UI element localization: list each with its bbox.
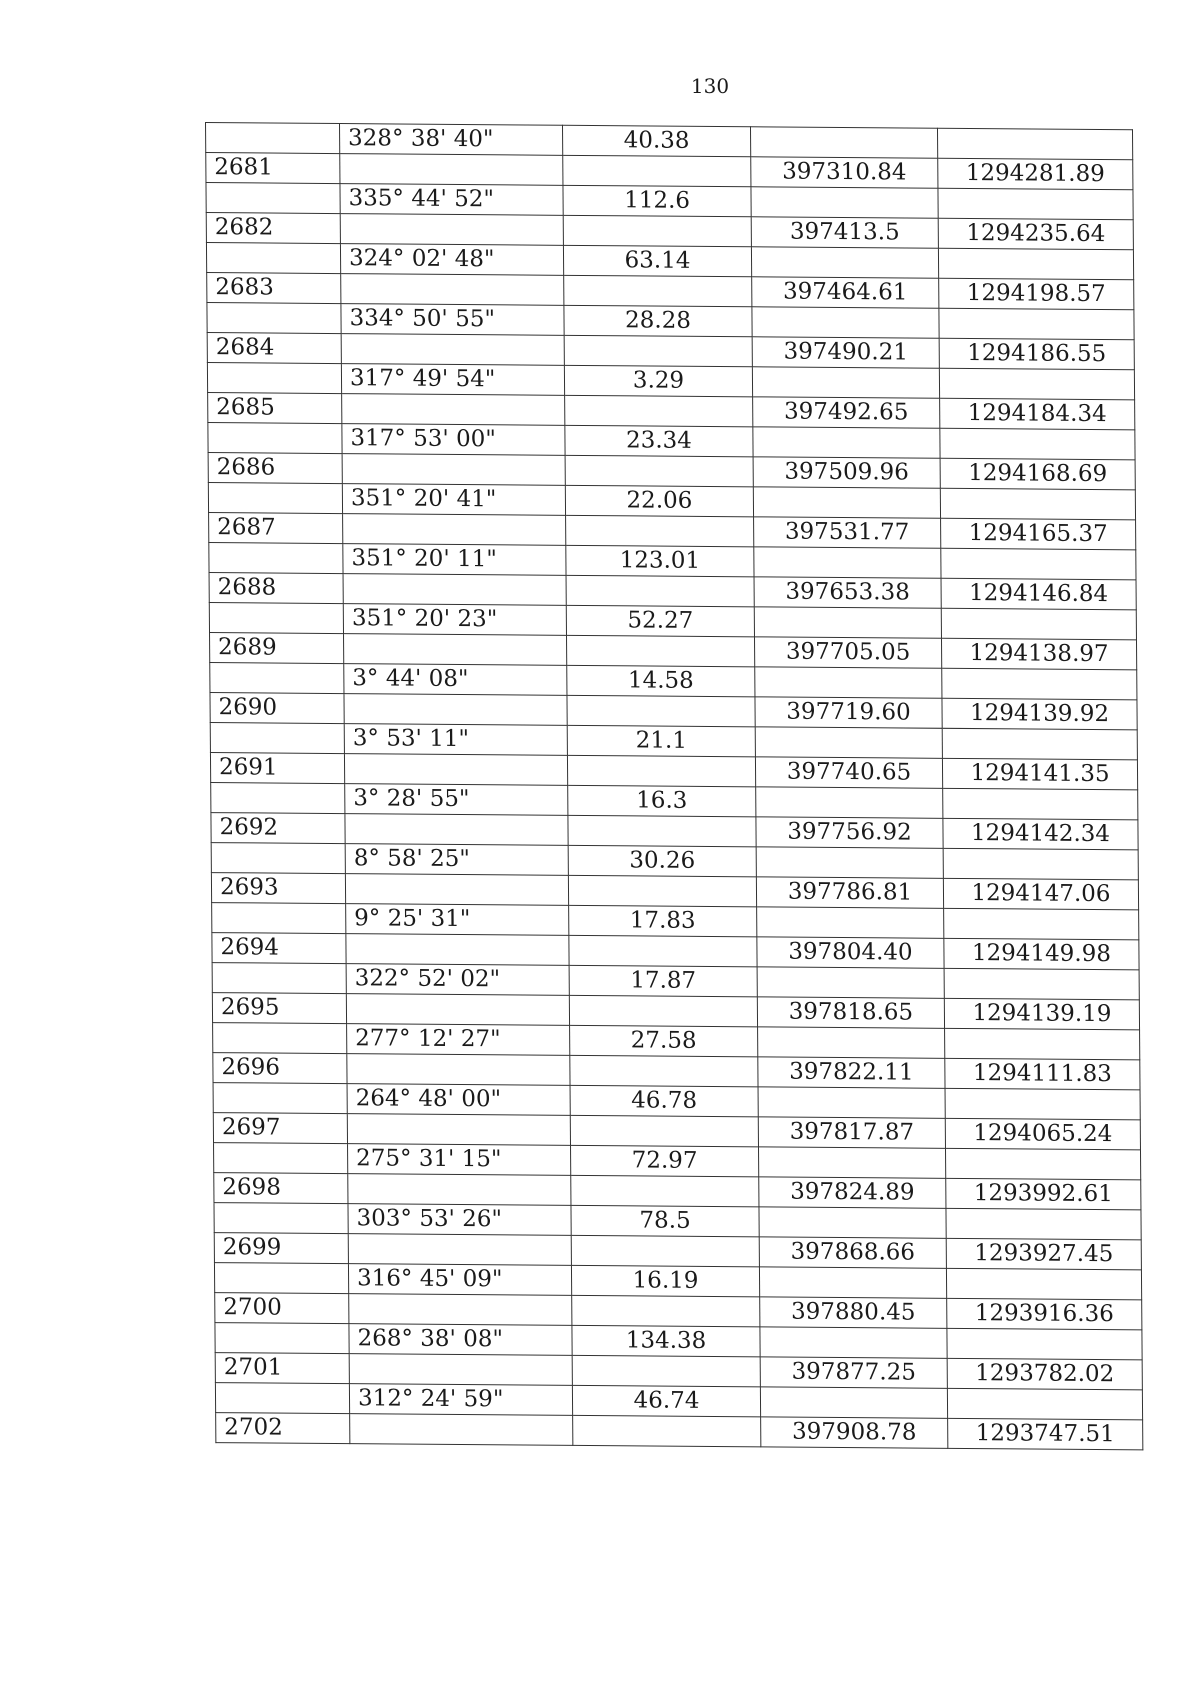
station-cell: 2684 [207, 333, 341, 364]
easting-cell: 397880.45 [760, 1297, 947, 1328]
northing-cell: 1294111.83 [945, 1058, 1140, 1090]
bearing-cell [344, 694, 567, 726]
bearing-cell: 3° 53' 11" [344, 724, 567, 756]
easting-cell [757, 967, 944, 998]
northing-cell: 1294186.55 [939, 338, 1134, 370]
distance-cell: 46.78 [570, 1085, 758, 1116]
northing-cell [944, 908, 1139, 940]
bearing-cell [341, 334, 564, 366]
northing-cell [939, 368, 1134, 400]
bearing-cell [345, 874, 568, 906]
easting-cell [758, 1027, 945, 1058]
bearing-cell [342, 394, 565, 426]
station-cell [209, 543, 343, 574]
station-cell: 2700 [215, 1293, 349, 1324]
easting-cell [752, 307, 939, 338]
distance-cell: 40.38 [562, 125, 750, 156]
distance-cell [565, 395, 753, 426]
northing-cell: 1294198.57 [939, 278, 1134, 310]
bearing-cell: 335° 44' 52" [340, 184, 563, 216]
easting-cell: 397822.11 [758, 1057, 945, 1088]
easting-cell [758, 1147, 945, 1178]
bearing-cell [341, 274, 564, 306]
easting-cell: 397804.40 [757, 937, 944, 968]
easting-cell [759, 1207, 946, 1238]
bearing-cell: 9° 25' 31" [346, 904, 569, 936]
northing-cell [943, 788, 1138, 820]
distance-cell [567, 695, 755, 726]
station-cell [213, 1083, 347, 1114]
bearing-cell [343, 514, 566, 546]
station-cell: 2690 [210, 693, 344, 724]
bearing-cell: 351° 20' 23" [343, 604, 566, 636]
distance-cell [572, 1295, 760, 1326]
distance-cell: 63.14 [563, 245, 751, 276]
station-cell [208, 423, 342, 454]
distance-cell [568, 875, 756, 906]
station-cell: 2696 [213, 1053, 347, 1084]
easting-cell: 397719.60 [755, 697, 942, 728]
distance-cell [570, 1055, 758, 1086]
station-cell [212, 963, 346, 994]
easting-cell: 397756.92 [756, 817, 943, 848]
easting-cell: 397509.96 [753, 457, 940, 488]
distance-cell [565, 455, 753, 486]
easting-cell [755, 667, 942, 698]
easting-cell: 397786.81 [756, 877, 943, 908]
easting-cell [754, 547, 941, 578]
northing-cell [940, 428, 1135, 460]
station-cell: 2681 [206, 153, 340, 184]
easting-cell [759, 1267, 946, 1298]
distance-cell: 16.3 [568, 785, 756, 816]
station-cell: 2695 [212, 993, 346, 1024]
easting-cell: 397464.61 [752, 277, 939, 308]
easting-cell: 397818.65 [757, 997, 944, 1028]
northing-cell: 1294184.34 [940, 398, 1135, 430]
distance-cell: 14.58 [567, 665, 755, 696]
easting-cell [750, 127, 937, 158]
station-cell [208, 483, 342, 514]
northing-cell [945, 1088, 1140, 1120]
northing-cell [942, 668, 1137, 700]
station-cell: 2682 [206, 213, 340, 244]
distance-cell [564, 275, 752, 306]
bearing-cell [350, 1414, 573, 1446]
bearing-cell [342, 454, 565, 486]
northing-cell [940, 488, 1135, 520]
distance-cell: 17.87 [569, 965, 757, 996]
bearing-cell: 328° 38' 40" [339, 124, 562, 156]
distance-cell: 112.6 [563, 185, 751, 216]
easting-cell: 397817.87 [758, 1117, 945, 1148]
northing-cell [946, 1268, 1141, 1300]
bearing-cell [349, 1294, 572, 1326]
distance-cell [571, 1235, 759, 1266]
easting-cell [754, 607, 941, 638]
station-cell [215, 1323, 349, 1354]
bearing-cell: 3° 28' 55" [345, 784, 568, 816]
station-cell [210, 723, 344, 754]
bearing-cell: 264° 48' 00" [347, 1084, 570, 1116]
distance-cell: 123.01 [566, 545, 754, 576]
northing-cell: 1294149.98 [944, 938, 1139, 970]
station-cell: 2689 [210, 633, 344, 664]
distance-cell [572, 1355, 760, 1386]
bearing-cell: 317° 49' 54" [341, 364, 564, 396]
table-row [216, 1413, 1143, 1450]
station-cell: 2692 [211, 813, 345, 844]
bearing-cell [347, 1114, 570, 1146]
distance-cell [567, 755, 755, 786]
distance-cell [563, 215, 751, 246]
distance-cell [566, 575, 754, 606]
easting-cell [755, 727, 942, 758]
easting-cell: 397413.5 [751, 217, 938, 248]
bearing-cell [348, 1174, 571, 1206]
station-cell [214, 1143, 348, 1174]
station-cell: 2691 [210, 753, 344, 784]
bearing-cell: 303° 53' 26" [348, 1204, 571, 1236]
northing-cell [938, 248, 1133, 280]
northing-cell [937, 128, 1132, 160]
distance-cell: 78.5 [571, 1205, 759, 1236]
easting-cell [760, 1327, 947, 1358]
station-cell: 2686 [208, 453, 342, 484]
northing-cell: 1294235.64 [938, 218, 1133, 250]
bearing-cell [343, 574, 566, 606]
station-cell [213, 1023, 347, 1054]
easting-cell: 397705.05 [754, 637, 941, 668]
bearing-cell: 317° 53' 00" [342, 424, 565, 456]
distance-cell [573, 1415, 761, 1446]
station-cell [211, 843, 345, 874]
bearing-cell: 334° 50' 55" [341, 304, 564, 336]
station-cell [210, 663, 344, 694]
bearing-cell: 312° 24' 59" [349, 1384, 572, 1416]
easting-cell: 397740.65 [755, 757, 942, 788]
station-cell [206, 123, 340, 154]
northing-cell: 1294168.69 [940, 458, 1135, 490]
easting-cell: 397908.78 [761, 1417, 948, 1448]
distance-cell [568, 815, 756, 846]
distance-cell: 17.83 [569, 905, 757, 936]
survey-coordinates-table [205, 122, 1143, 1450]
northing-cell [942, 728, 1137, 760]
distance-cell: 72.97 [571, 1145, 759, 1176]
bearing-cell: 322° 52' 02" [346, 964, 569, 996]
bearing-cell [344, 754, 567, 786]
northing-cell [945, 1028, 1140, 1060]
northing-cell: 1294139.19 [944, 998, 1139, 1030]
station-cell: 2685 [208, 393, 342, 424]
bearing-cell: 268° 38' 08" [349, 1324, 572, 1356]
northing-cell [944, 968, 1139, 1000]
station-cell [211, 783, 345, 814]
station-cell [207, 303, 341, 334]
northing-cell [943, 848, 1138, 880]
easting-cell: 397653.38 [754, 577, 941, 608]
station-cell: 2694 [212, 933, 346, 964]
bearing-cell [340, 154, 563, 186]
bearing-cell: 277° 12' 27" [347, 1024, 570, 1056]
easting-cell [751, 187, 938, 218]
distance-cell: 30.26 [568, 845, 756, 876]
bearing-cell: 8° 58' 25" [345, 844, 568, 876]
distance-cell: 27.58 [570, 1025, 758, 1056]
distance-cell [566, 515, 754, 546]
distance-cell [566, 635, 754, 666]
distance-cell [563, 155, 751, 186]
station-cell: 2699 [214, 1233, 348, 1264]
easting-cell [751, 247, 938, 278]
bearing-cell: 316° 45' 09" [348, 1264, 571, 1296]
northing-cell: 1294281.89 [938, 158, 1133, 190]
easting-cell: 397531.77 [754, 517, 941, 548]
northing-cell: 1294139.92 [942, 698, 1137, 730]
distance-cell: 28.28 [564, 305, 752, 336]
easting-cell: 397868.66 [759, 1237, 946, 1268]
easting-cell [753, 487, 940, 518]
station-cell: 2683 [207, 273, 341, 304]
northing-cell: 1294138.97 [941, 638, 1136, 670]
easting-cell [756, 787, 943, 818]
bearing-cell [340, 214, 563, 246]
station-cell [209, 603, 343, 634]
bearing-cell: 351° 20' 11" [343, 544, 566, 576]
bearing-cell [348, 1234, 571, 1266]
easting-cell: 397490.21 [752, 337, 939, 368]
station-cell [207, 363, 341, 394]
northing-cell [947, 1328, 1142, 1360]
bearing-cell: 3° 44' 08" [344, 664, 567, 696]
northing-cell [939, 308, 1134, 340]
northing-cell [941, 608, 1136, 640]
northing-cell: 1293992.61 [946, 1178, 1141, 1210]
bearing-cell: 324° 02' 48" [340, 244, 563, 276]
distance-cell: 3.29 [564, 365, 752, 396]
northing-cell [946, 1208, 1141, 1240]
station-cell: 2701 [215, 1353, 349, 1384]
bearing-cell [349, 1354, 572, 1386]
easting-cell: 397824.89 [759, 1177, 946, 1208]
northing-cell: 1293916.36 [947, 1298, 1142, 1330]
easting-cell: 397492.65 [753, 397, 940, 428]
distance-cell [564, 335, 752, 366]
northing-cell [941, 548, 1136, 580]
distance-cell: 22.06 [565, 485, 753, 516]
easting-cell [758, 1087, 945, 1118]
easting-cell [757, 907, 944, 938]
station-cell: 2688 [209, 573, 343, 604]
station-cell [206, 183, 340, 214]
distance-cell [570, 1115, 758, 1146]
station-cell [214, 1203, 348, 1234]
northing-cell: 1294142.34 [943, 818, 1138, 850]
easting-cell: 397877.25 [760, 1357, 947, 1388]
easting-cell [760, 1387, 947, 1418]
distance-cell: 134.38 [572, 1325, 760, 1356]
northing-cell: 1294146.84 [941, 578, 1136, 610]
station-cell: 2693 [211, 873, 345, 904]
station-cell [206, 243, 340, 274]
bearing-cell [347, 1054, 570, 1086]
distance-cell [569, 935, 757, 966]
northing-cell: 1294065.24 [945, 1118, 1140, 1150]
distance-cell [571, 1175, 759, 1206]
easting-cell [753, 427, 940, 458]
distance-cell: 23.34 [565, 425, 753, 456]
northing-cell [947, 1388, 1142, 1420]
northing-cell: 1293747.51 [948, 1418, 1143, 1450]
station-cell: 2687 [209, 513, 343, 544]
easting-cell [752, 367, 939, 398]
bearing-cell [346, 994, 569, 1026]
northing-cell: 1294147.06 [943, 878, 1138, 910]
distance-cell: 16.19 [571, 1265, 759, 1296]
station-cell [214, 1263, 348, 1294]
northing-cell [938, 188, 1133, 220]
station-cell: 2702 [216, 1413, 350, 1444]
station-cell [215, 1383, 349, 1414]
bearing-cell: 351° 20' 41" [342, 484, 565, 516]
bearing-cell: 275° 31' 15" [348, 1144, 571, 1176]
northing-cell: 1293782.02 [947, 1358, 1142, 1390]
northing-cell [945, 1148, 1140, 1180]
easting-cell: 397310.84 [751, 157, 938, 188]
distance-cell: 46.74 [572, 1385, 760, 1416]
easting-cell [756, 847, 943, 878]
distance-cell: 52.27 [566, 605, 754, 636]
northing-cell: 1294141.35 [942, 758, 1137, 790]
northing-cell: 1293927.45 [946, 1238, 1141, 1270]
bearing-cell [344, 634, 567, 666]
northing-cell: 1294165.37 [941, 518, 1136, 550]
table-body [206, 123, 1143, 1450]
bearing-cell [345, 814, 568, 846]
station-cell [212, 903, 346, 934]
distance-cell [569, 995, 757, 1026]
bearing-cell [346, 934, 569, 966]
page-number: 130 [690, 74, 730, 98]
station-cell: 2697 [213, 1113, 347, 1144]
distance-cell: 21.1 [567, 725, 755, 756]
station-cell: 2698 [214, 1173, 348, 1204]
